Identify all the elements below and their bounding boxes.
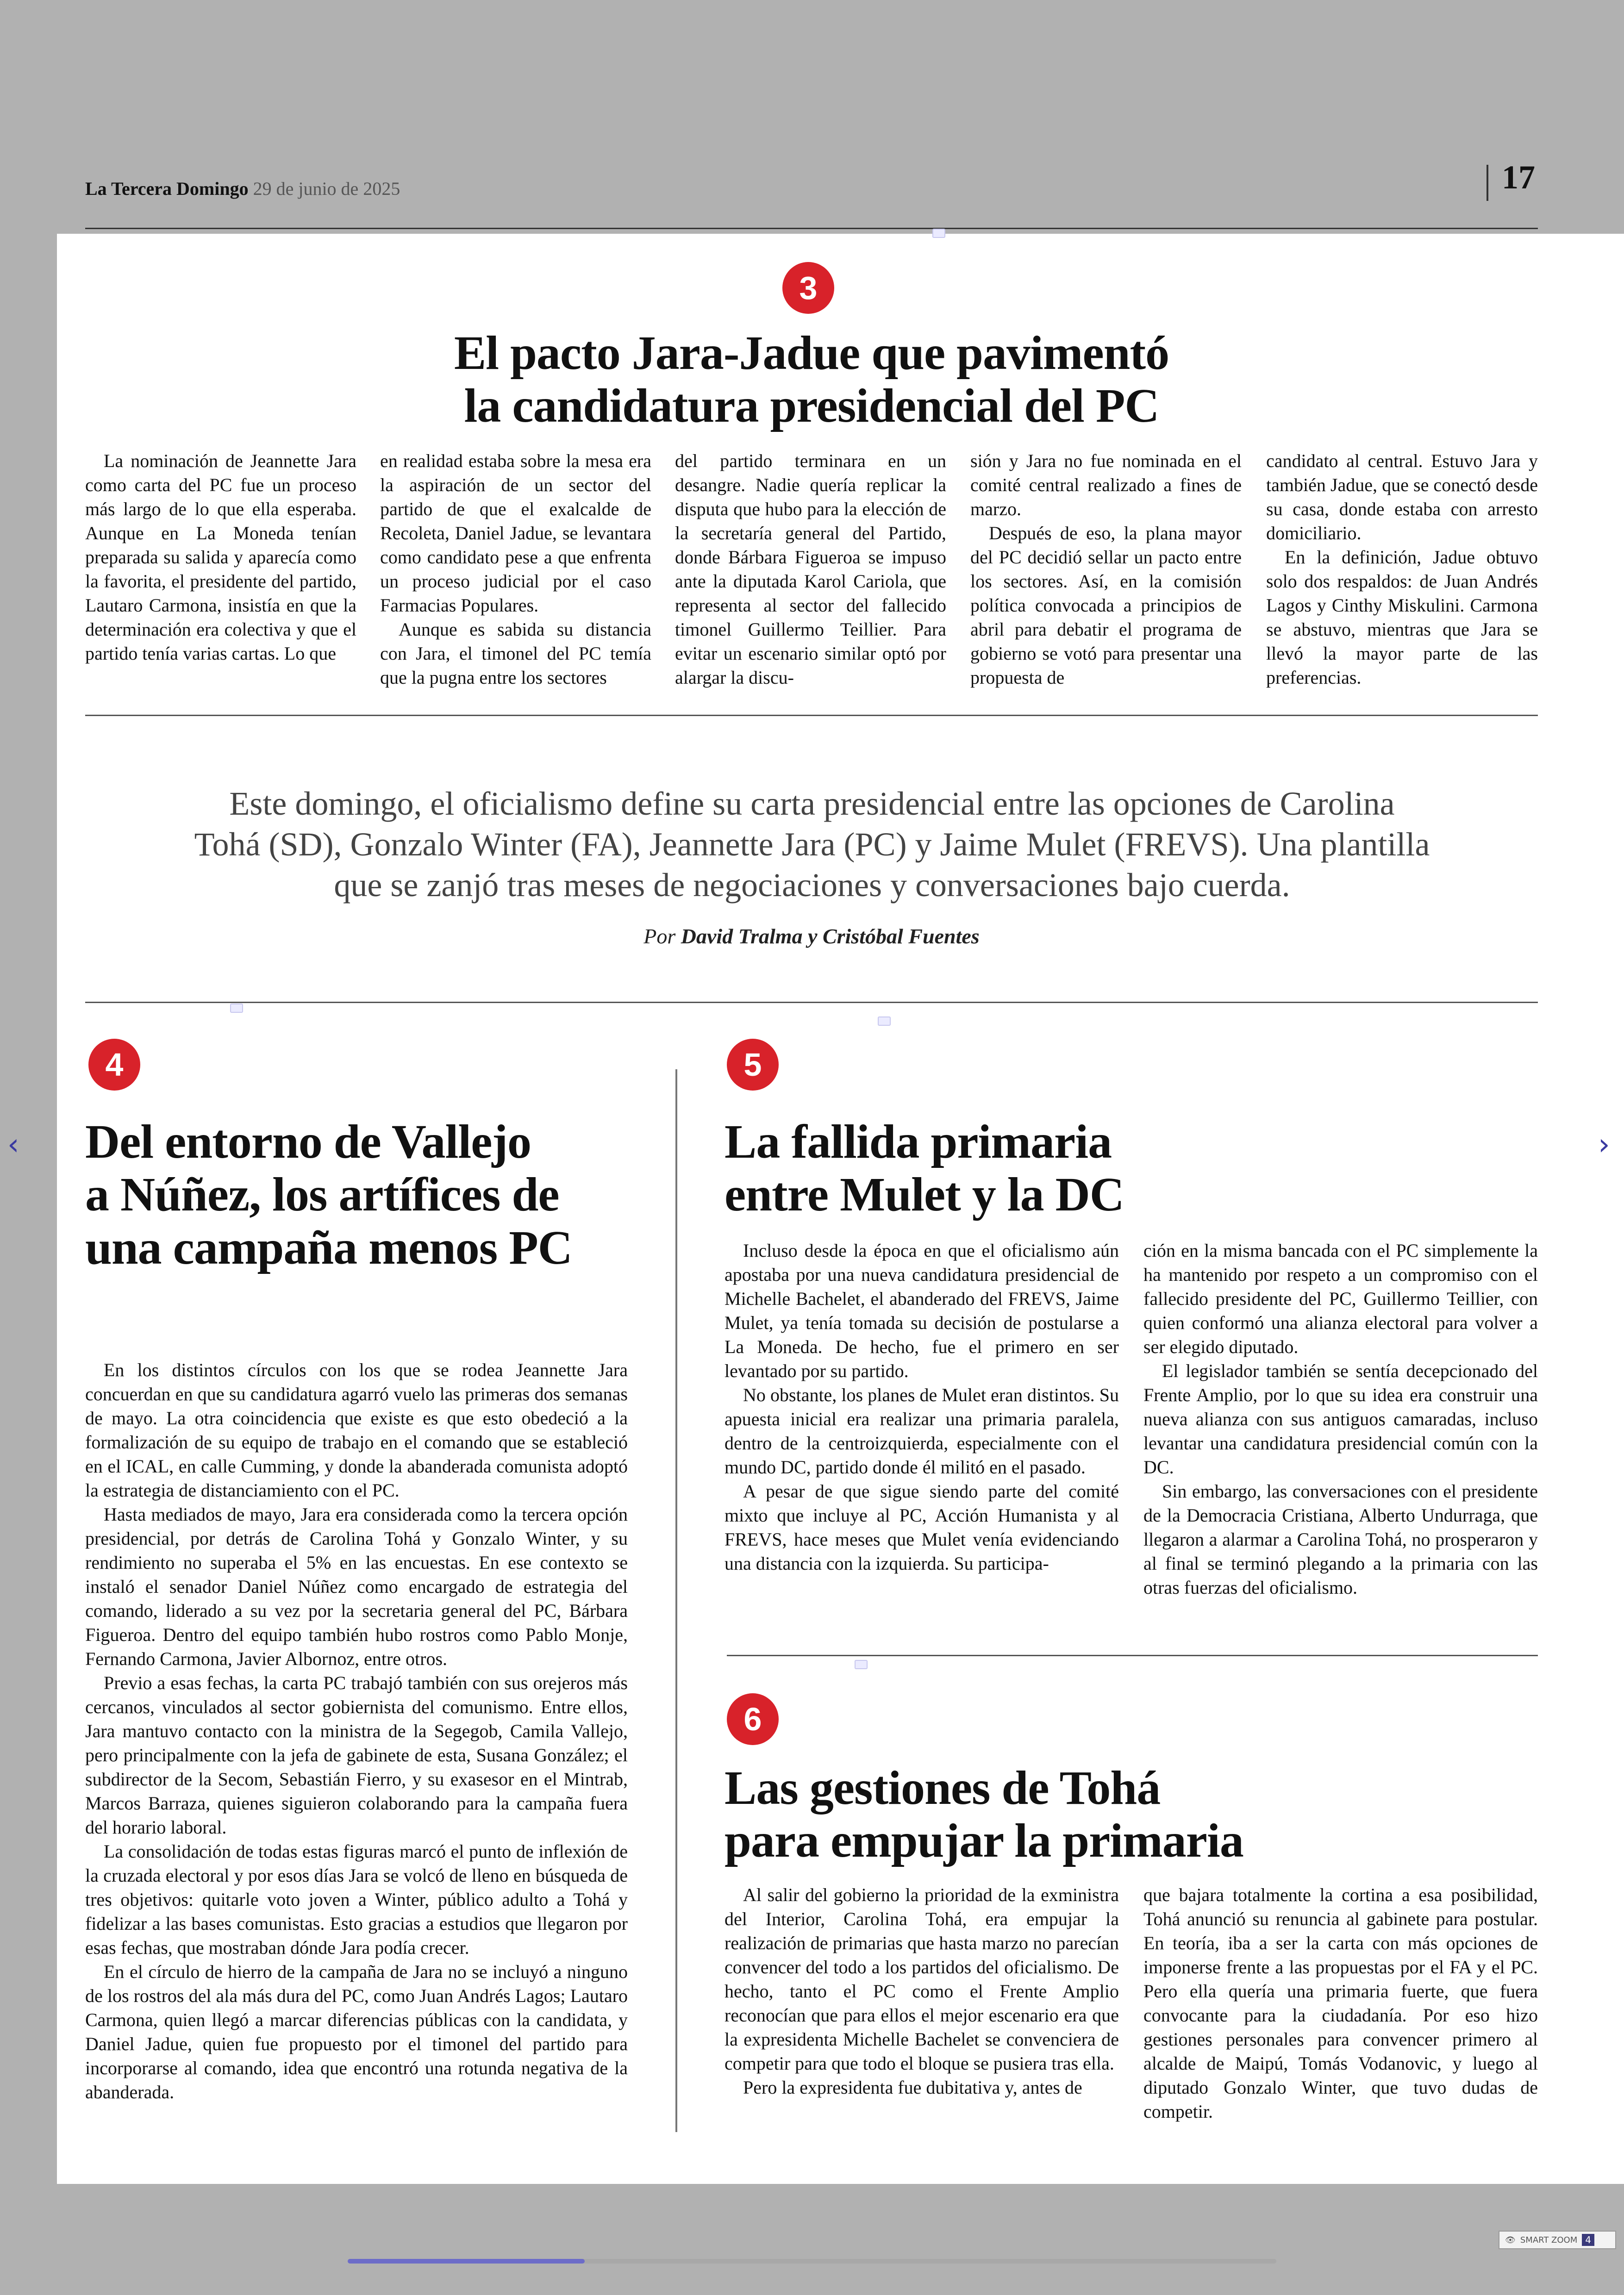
section-4-title-line: a Núñez, los artífices de — [85, 1168, 559, 1222]
paragraph: Aunque es sabida su distancia con Jara, el timonel del PC temía que la pugna entre los sectores — [380, 619, 651, 688]
section-6-badge: 6 — [727, 1693, 779, 1745]
paragraph: en realidad estaba sobre la mesa era la aspiración de un sector del partido de que el exalcalde de Recoleta, Daniel Jadue, se levantara como candidato pese a que enfrenta un proceso judicial por el caso Farmacias Populares. — [380, 450, 651, 616]
publication-date: 29 de junio de 2025 — [253, 178, 400, 199]
paragraph: Al salir del gobierno la prioridad de la exministra del Interior, Carolina Tohá, era empujar la realización de primarias que hasta marzo no parecían convencer del todo a los partidos del oficialismo. De hecho, tanto el PC como el Frente Amplio reconocían que para ellos el mejor escenario era que la expresidenta Michelle Bachelet se convenciera de competir para que todo el bloque se pusiera tras ella. — [725, 1884, 1119, 2074]
paragraph: En los distintos círculos con los que se rodea Jeannette Jara concuerdan en que su candidatura agarró vuelo las primeras dos semanas de mayo. La otra coincidencia que existe es que esto obedeció a la formalización de su equipo de trabajo en el comando que se estableció en el ICAL, en calle Cumming, y donde la abanderada comunista adoptó la estrategia de distanciamiento con el PC. — [85, 1360, 628, 1501]
section-4-badge: 4 — [88, 1039, 140, 1091]
section-divider — [85, 1002, 1538, 1003]
section-5-title-line: entre Mulet y la DC — [725, 1168, 1124, 1222]
paragraph: Previo a esas fechas, la carta PC trabajó también con sus orejeros más cercanos, vinculados al sector gobiernista del comunismo. Entre ellos, Jara mantuvo contacto con la ministra de la Segegob, Camila Vallejo, pero principalmente con la jefa de gabinete de esta, Susana González; el subdirector de la Secom, Sebastián Fierro, y su exasesor en el Mintrab, Marcos Barraza, quienes siguieron colaborando para la campaña fuera del horario laboral. — [85, 1672, 628, 1838]
paragraph: ción en la misma bancada con el PC simplemente la ha mantenido por respeto a un compromiso con el fallecido presidente del PC, Guillermo Teillier, con quien conformó una alianza electoral para volver a ser elegido diputado. — [1143, 1240, 1538, 1357]
section-4-title-line: una campaña menos PC — [85, 1221, 572, 1274]
section-3-title-line: la candidatura presidencial del PC — [464, 379, 1159, 433]
section-4-title-line: Del entorno de Vallejo — [85, 1115, 531, 1168]
chevron-left-icon[interactable]: ‹ — [7, 1128, 19, 1162]
deck-line: Tohá (SD), Gonzalo Winter (FA), Jeannette Jara (PC) y Jaime Mulet (FREVS). Una plantilla — [194, 826, 1430, 863]
section-4-title — [85, 1116, 659, 1274]
horizontal-scrollbar-thumb[interactable] — [348, 2259, 585, 2264]
smart-zoom-label: SMART ZOOM — [1520, 2235, 1578, 2245]
paragraph: sión y Jara no fue nominada en el comité central realizado a fines de marzo. — [970, 450, 1242, 519]
paragraph: Hasta mediados de mayo, Jara era considerada como la tercera opción presidencial, por detrás de Carolina Tohá y Gonzalo Winter, y su rendimiento no superaba el 5% en las encuestas. En ese contexto se instaló el senador Daniel Núñez como encargado de estrategia del comando, liderado a su vez por la secretaria general del PC, Bárbara Figueroa. Dentro del equipo también hubo rostros como Pablo Monje, Fernando Carmona, Javier Albornoz, entre otros. — [85, 1504, 628, 1669]
section-3-column-5 — [1266, 449, 1538, 690]
header-rule — [85, 228, 1538, 229]
byline — [85, 924, 1538, 948]
note-pin-icon[interactable] — [878, 1017, 891, 1026]
paragraph: candidato al central. Estuvo Jara y también Jadue, que se conectó desde su casa, donde estaba con arresto domiciliario. — [1266, 450, 1538, 543]
paragraph: Después de eso, la plana mayor del PC decidió sellar un pacto entre los sectores. Así, en la comisión política convocada a principios de abril para debatir el programa de gobierno se votó para presentar una propuesta de — [970, 523, 1242, 688]
smart-zoom-control[interactable] — [1499, 2231, 1616, 2249]
section-6-column-1 — [725, 1883, 1119, 2100]
section-3-title — [85, 327, 1538, 433]
section-3-column-1 — [85, 449, 356, 666]
header-publication — [85, 178, 400, 200]
column-divider — [675, 1069, 677, 2132]
page-number: 17 — [1502, 159, 1535, 196]
paragraph: La nominación de Jeannette Jara como carta del PC fue un proceso más largo de lo que ella esperaba. Aunque en La Moneda tenían preparada su salida y aparecía como la favorita, el presidente del partido, Lautaro Carmona, insistía en que la determinación era colectiva y que el partido tenía varias cartas. Lo que — [85, 450, 356, 664]
section-6-title-line: Las gestiones de Tohá — [725, 1761, 1161, 1815]
paragraph: El legislador también se sentía decepcionado del Frente Amplio, por lo que su idea era construir una nueva alianza con sus antiguos camaradas, incluso levantar una candidatura presidencial común con la DC. — [1143, 1360, 1538, 1478]
section-5-column-1 — [725, 1239, 1119, 1576]
section-5-title — [725, 1116, 1538, 1222]
paragraph: La consolidación de todas estas figuras marcó el punto de inflexión de la cruzada electoral y por esos días Jara se volcó de lleno en búsqueda de tres objetivos: quitarle voto joven a Winter, público adulto a Tohá y fidelizar a las bases comunistas. Esto gracias a estudios que llegaron por esas fechas, que mostraban dónde Jara podía crecer. — [85, 1841, 628, 1958]
section-divider — [727, 1655, 1538, 1656]
section-3-title-line: El pacto Jara-Jadue que pavimentó — [454, 326, 1169, 380]
paragraph: En el círculo de hierro de la campaña de Jara no se incluyó a ninguno de los rostros del ala más dura del PC, como Juan Andrés Lagos; Lautaro Carmona, quien llegó a marcar diferencias públicas con la candidata, y Daniel Jadue, quien fue propuesto por el timonel del partido para incorporarse al comando, idea que encontró una rotunda negativa de la abanderada. — [85, 1961, 628, 2102]
section-6-title — [725, 1762, 1538, 1868]
paragraph: del partido terminara en un desangre. Nadie quería replicar la disputa que hubo para la elección de la secretaría general del Partido, donde Bárbara Figueroa se impuso ante la diputada Karol Cariola, que representa al sector del fallecido timonel Guillermo Teillier. Para evitar un escenario similar optó por alargar la discu- — [675, 450, 946, 688]
chevron-right-icon[interactable]: › — [1598, 1128, 1610, 1162]
section-divider — [85, 715, 1538, 716]
smart-zoom-value: 4 — [1582, 2234, 1594, 2246]
note-pin-icon[interactable] — [932, 229, 945, 238]
section-3-column-3 — [675, 449, 946, 690]
deck-line: que se zanjó tras meses de negociaciones y conversaciones bajo cuerda. — [334, 867, 1290, 904]
paragraph: No obstante, los planes de Mulet eran distintos. Su apuesta inicial era realizar una primaria paralela, dentro de la centroizquierda, especialmente con el mundo DC, partido donde él militó en el pasado. — [725, 1384, 1119, 1478]
section-5-title-line: La fallida primaria — [725, 1115, 1112, 1168]
section-3-badge: 3 — [782, 262, 834, 314]
paragraph: Sin embargo, las conversaciones con el presidente de la Democracia Cristiana, Alberto Undurraga, que llegaron a alarmar a Carolina Tohá, no prosperaron y al final se terminó plegando a la primaria con las otras fuerzas del oficialismo. — [1143, 1481, 1538, 1598]
paragraph: Incluso desde la época en que el oficialismo aún apostaba por una nueva candidatura presidencial de Michelle Bachelet, el abanderado del FREVS, Jaime Mulet, ya tenía tomada su decisión de postularse a La Moneda. De hecho, fue el primero en ser levantado por su partido. — [725, 1240, 1119, 1381]
publication-name: La Tercera Domingo — [85, 178, 249, 199]
paragraph: que bajara totalmente la cortina a esa posibilidad, Tohá anunció su renuncia al gabinete para postular. En teoría, iba a ser la carta con más opciones de imponerse frente a las propuestas por el FA y el PC. Pero ella quería una primaria fuerte, que fuera convocante para la ciudadanía. Por eso hizo gestiones personales para convencer primero al alcalde de Maipú, Tomás Vodanovic, y luego al diputado Gonzalo Winter, que tuvo dudas de competir. — [1143, 1884, 1538, 2122]
article-deck — [65, 783, 1559, 905]
section-3-column-4 — [970, 449, 1242, 690]
section-6-title-line: para empujar la primaria — [725, 1814, 1243, 1868]
paragraph: A pesar de que sigue siendo parte del comité mixto que incluye al PC, Acción Humanista y al FREVS, hace meses que Mulet venía evidenciando una distancia con la izquierda. Su participa- — [725, 1481, 1119, 1574]
paragraph: Pero la expresidenta fue dubitativa y, antes de — [743, 2077, 1082, 2098]
section-4-body — [85, 1358, 628, 2104]
note-pin-icon[interactable] — [230, 1004, 243, 1013]
eye-icon: 👁 — [1505, 2235, 1516, 2245]
section-5-column-2 — [1143, 1239, 1538, 1600]
header-separator — [1487, 165, 1488, 201]
section-6-column-2 — [1143, 1883, 1538, 2124]
byline-prefix: Por — [643, 924, 676, 948]
note-pin-icon[interactable] — [855, 1660, 868, 1669]
deck-line: Este domingo, el oficialismo define su carta presidencial entre las opciones de Carolina — [229, 785, 1395, 822]
section-5-badge: 5 — [727, 1039, 779, 1091]
byline-authors: David Tralma y Cristóbal Fuentes — [681, 924, 980, 948]
paragraph: En la definición, Jadue obtuvo solo dos respaldos: de Juan Andrés Lagos y Cinthy Miskulini. Carmona se abstuvo, mientras que Jara se llevó la mayor parte de las preferencias. — [1266, 547, 1538, 688]
section-3-column-2 — [380, 449, 651, 690]
